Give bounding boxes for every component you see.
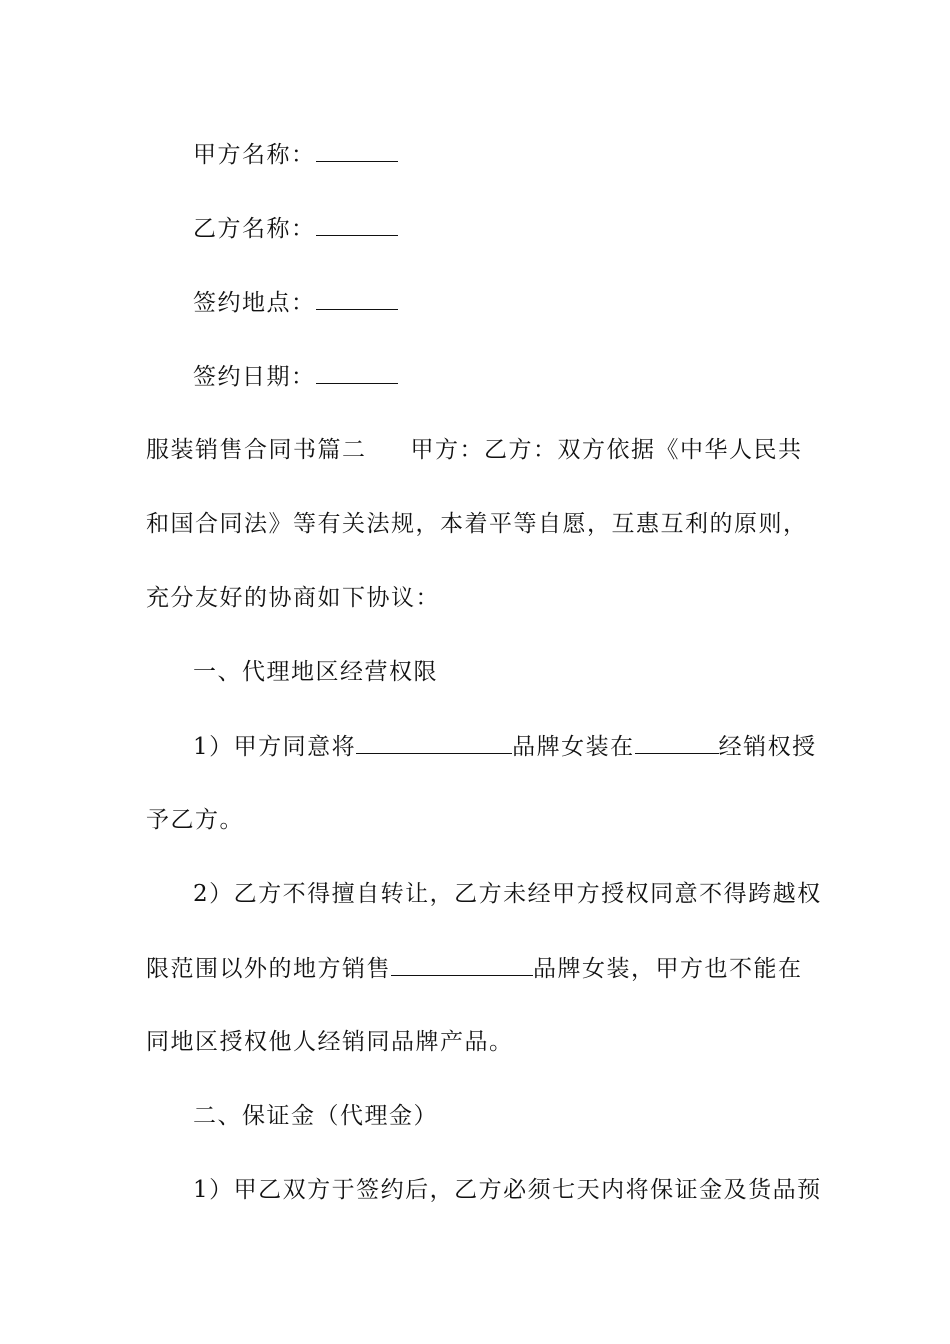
paragraph-text: 经销权授 (718, 734, 817, 760)
section-heading: 二、保证金（代理金） (193, 1103, 438, 1129)
field-label: 签约地点： (193, 290, 316, 316)
section-1-item-2-cont (146, 953, 803, 984)
paragraph-text: 2）乙方不得擅自转让，乙方未经甲方授权同意不得跨越权 (193, 881, 822, 907)
section-heading: 一、代理地区经营权限 (193, 659, 438, 685)
paragraph-text: 予乙方。 (146, 807, 244, 833)
fill-blank (316, 213, 398, 236)
field-signing-date (193, 361, 398, 392)
field-party-b-name (193, 213, 398, 244)
intro-line-3 (146, 583, 440, 613)
fill-blank (316, 287, 398, 310)
paragraph-text: 品牌女装在 (512, 734, 635, 760)
paragraph-text: 1）甲方同意将 (193, 734, 357, 760)
paragraph-text: 同地区授权他人经销同品牌产品。 (146, 1029, 514, 1055)
field-label: 签约日期： (193, 364, 316, 390)
paragraph-text: 1）甲乙双方于签约后，乙方必须七天内将保证金及货品预 (193, 1177, 822, 1203)
paragraph-text: 品牌女装，甲方也不能在 (533, 956, 803, 982)
section-1-item-1-cont (146, 805, 244, 835)
paragraph-text: 和国合同法》等有关法规，本着平等自愿，互惠互利的原则， (146, 511, 808, 537)
fill-blank (391, 953, 533, 976)
section-1-item-2-end (146, 1027, 514, 1057)
contract-title: 服装销售合同书篇二 (146, 437, 367, 463)
section-1-heading (193, 657, 438, 687)
section-2-item-1 (193, 1175, 822, 1205)
fill-blank (316, 361, 398, 384)
section-1-item-1 (193, 731, 817, 762)
field-signing-place (193, 287, 398, 318)
fill-blank (316, 139, 398, 162)
intro-line-2 (146, 509, 808, 539)
paragraph-text: 限范围以外的地方销售 (146, 956, 391, 982)
paragraph-text: 充分友好的协商如下协议： (146, 585, 440, 611)
section-2-heading (193, 1101, 438, 1131)
field-party-a-name (193, 139, 398, 170)
intro-line-1 (146, 435, 803, 465)
field-label: 乙方名称： (193, 216, 316, 242)
field-label: 甲方名称： (193, 142, 316, 168)
fill-blank (356, 731, 512, 754)
paragraph-text: 甲方：乙方：双方依据《中华人民共 (410, 437, 803, 463)
section-1-item-2 (193, 879, 822, 909)
fill-blank (635, 731, 719, 754)
